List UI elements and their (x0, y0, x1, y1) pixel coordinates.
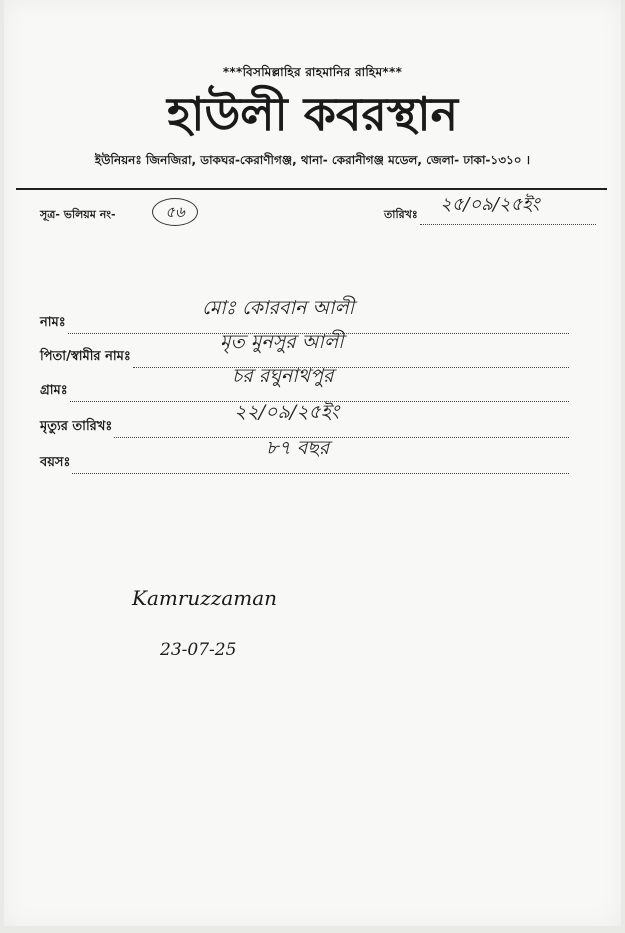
field-label: নামঃ (40, 315, 66, 330)
field-label: গ্রামঃ (40, 383, 68, 398)
address-line: ইউনিয়নঃ জিনজিরা, ডাকঘর-কেরাণীগঞ্জ, থানা- কেরানীগঞ্জ মডেল, জেলা- ঢাকা-১৩১০ । (94, 153, 531, 167)
dotted-line (114, 425, 569, 438)
date-value: ২৫/০৯/২৫ইং (440, 194, 540, 215)
document-title: হাউলী কবরস্থান (166, 87, 459, 141)
date-label: তারিখঃ (384, 208, 418, 221)
field-label: পিতা/স্বামীর নামঃ (40, 349, 131, 364)
document-page (4, 0, 621, 926)
field-value-age: ৮৭ বছর (266, 437, 330, 459)
bismillah-line: ***বিসমিল্লাহির রাহমানির রাহিম*** (222, 65, 403, 79)
dotted-line (133, 355, 569, 368)
field-label: মৃত্যুর তারিখঃ (40, 419, 113, 434)
reference-label: সূত্র- ভলিয়ম নং- (40, 208, 116, 221)
field-value-death-date: ২২/০৯/২৫ইং (234, 401, 339, 423)
reference-number: ৫৬ (152, 198, 198, 226)
field-value-father-name: মৃত মুনসুর আলী (220, 331, 344, 353)
signature-date: 23-07-25 (160, 640, 237, 660)
field-value-name: মোঃ কোরবান আলী (202, 297, 355, 319)
field-label: বয়সঃ (40, 455, 71, 470)
signature: Kamruzzaman (132, 586, 278, 610)
field-value-village: চর রঘুনাথপুর (232, 365, 334, 387)
